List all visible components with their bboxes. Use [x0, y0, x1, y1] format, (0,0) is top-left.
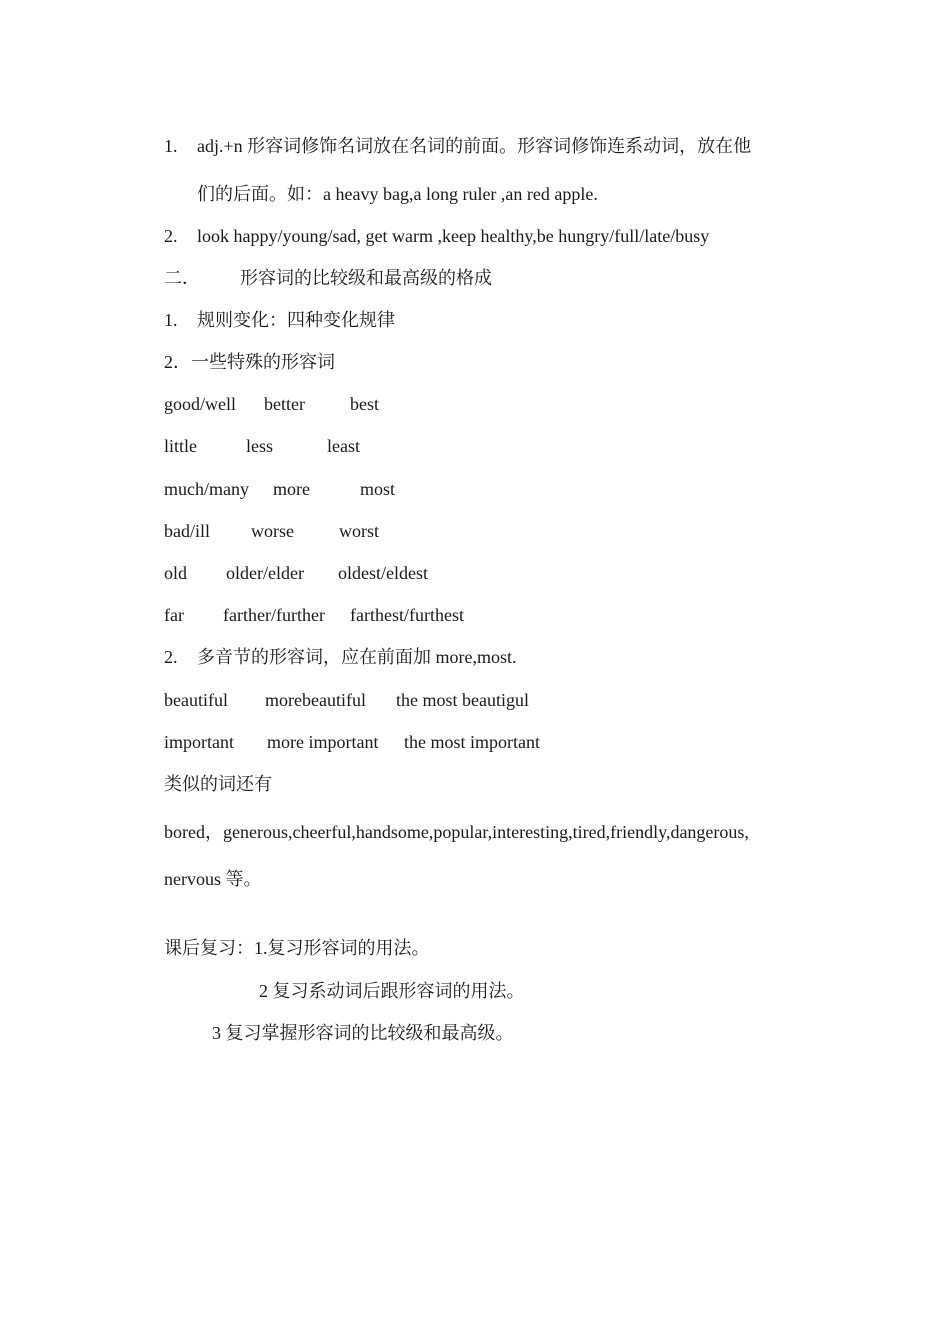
table-cell: little — [164, 436, 197, 456]
table-cell: far — [164, 605, 184, 625]
section-heading: 形容词的比较级和最高级的格成 — [240, 268, 492, 288]
table-cell: bad/ill — [164, 521, 210, 541]
table-cell: morebeautiful — [265, 690, 366, 710]
table-cell: best — [350, 394, 379, 414]
table-cell: less — [246, 436, 273, 456]
review-text: 3 复习掌握形容词的比较级和最高级。 — [212, 1023, 514, 1043]
table-cell: worse — [251, 521, 294, 541]
paragraph-text: 们的后面。如：a heavy bag,a long ruler ,an red apple. — [197, 184, 598, 204]
table-cell: old — [164, 563, 188, 583]
paragraph-text: 类似的词还有 — [164, 774, 272, 794]
list-number: 1. — [164, 310, 178, 330]
paragraph-text: nervous 等。 — [164, 869, 262, 889]
table-cell: the most beautigul — [396, 690, 529, 710]
paragraph-text: adj.+n 形容词修饰名词放在名词的前面。形容词修饰连系动词，放在他 — [197, 136, 752, 156]
table-cell: most — [360, 479, 396, 499]
list-number: 2. — [164, 226, 178, 246]
table-cell: more — [273, 479, 310, 499]
table-cell: important — [164, 732, 234, 752]
table-cell: oldest/eldest — [338, 563, 428, 583]
section-number: 二． — [164, 268, 200, 288]
table-cell: good/well — [164, 394, 236, 414]
table-cell: least — [327, 436, 360, 456]
paragraph-text: bored，generous,cheerful,handsome,popular,interesting,tired,friendly,dangerous, — [164, 822, 749, 842]
table-cell: the most important — [404, 732, 540, 752]
table-cell: much/many — [164, 479, 249, 499]
list-number: 1. — [164, 136, 178, 156]
table-cell: farthest/furthest — [350, 605, 464, 625]
table-cell: farther/further — [223, 605, 325, 625]
table-cell: more important — [267, 732, 379, 752]
list-number: 2. — [164, 647, 178, 667]
review-text: 课后复习：1.复习形容词的用法。 — [164, 938, 430, 958]
review-text: 2 复习系动词后跟形容词的用法。 — [259, 981, 525, 1001]
table-cell: worst — [339, 521, 379, 541]
paragraph-text: look happy/young/sad, get warm ,keep healthy,be hungry/full/late/busy — [197, 226, 710, 246]
paragraph-text: 2．一些特殊的形容词 — [164, 352, 335, 372]
paragraph-text: 规则变化：四种变化规律 — [197, 310, 395, 330]
table-cell: older/elder — [226, 563, 304, 583]
paragraph-text: 多音节的形容词，应在前面加 more,most. — [197, 647, 517, 667]
table-cell: beautiful — [164, 690, 228, 710]
table-cell: better — [264, 394, 305, 414]
